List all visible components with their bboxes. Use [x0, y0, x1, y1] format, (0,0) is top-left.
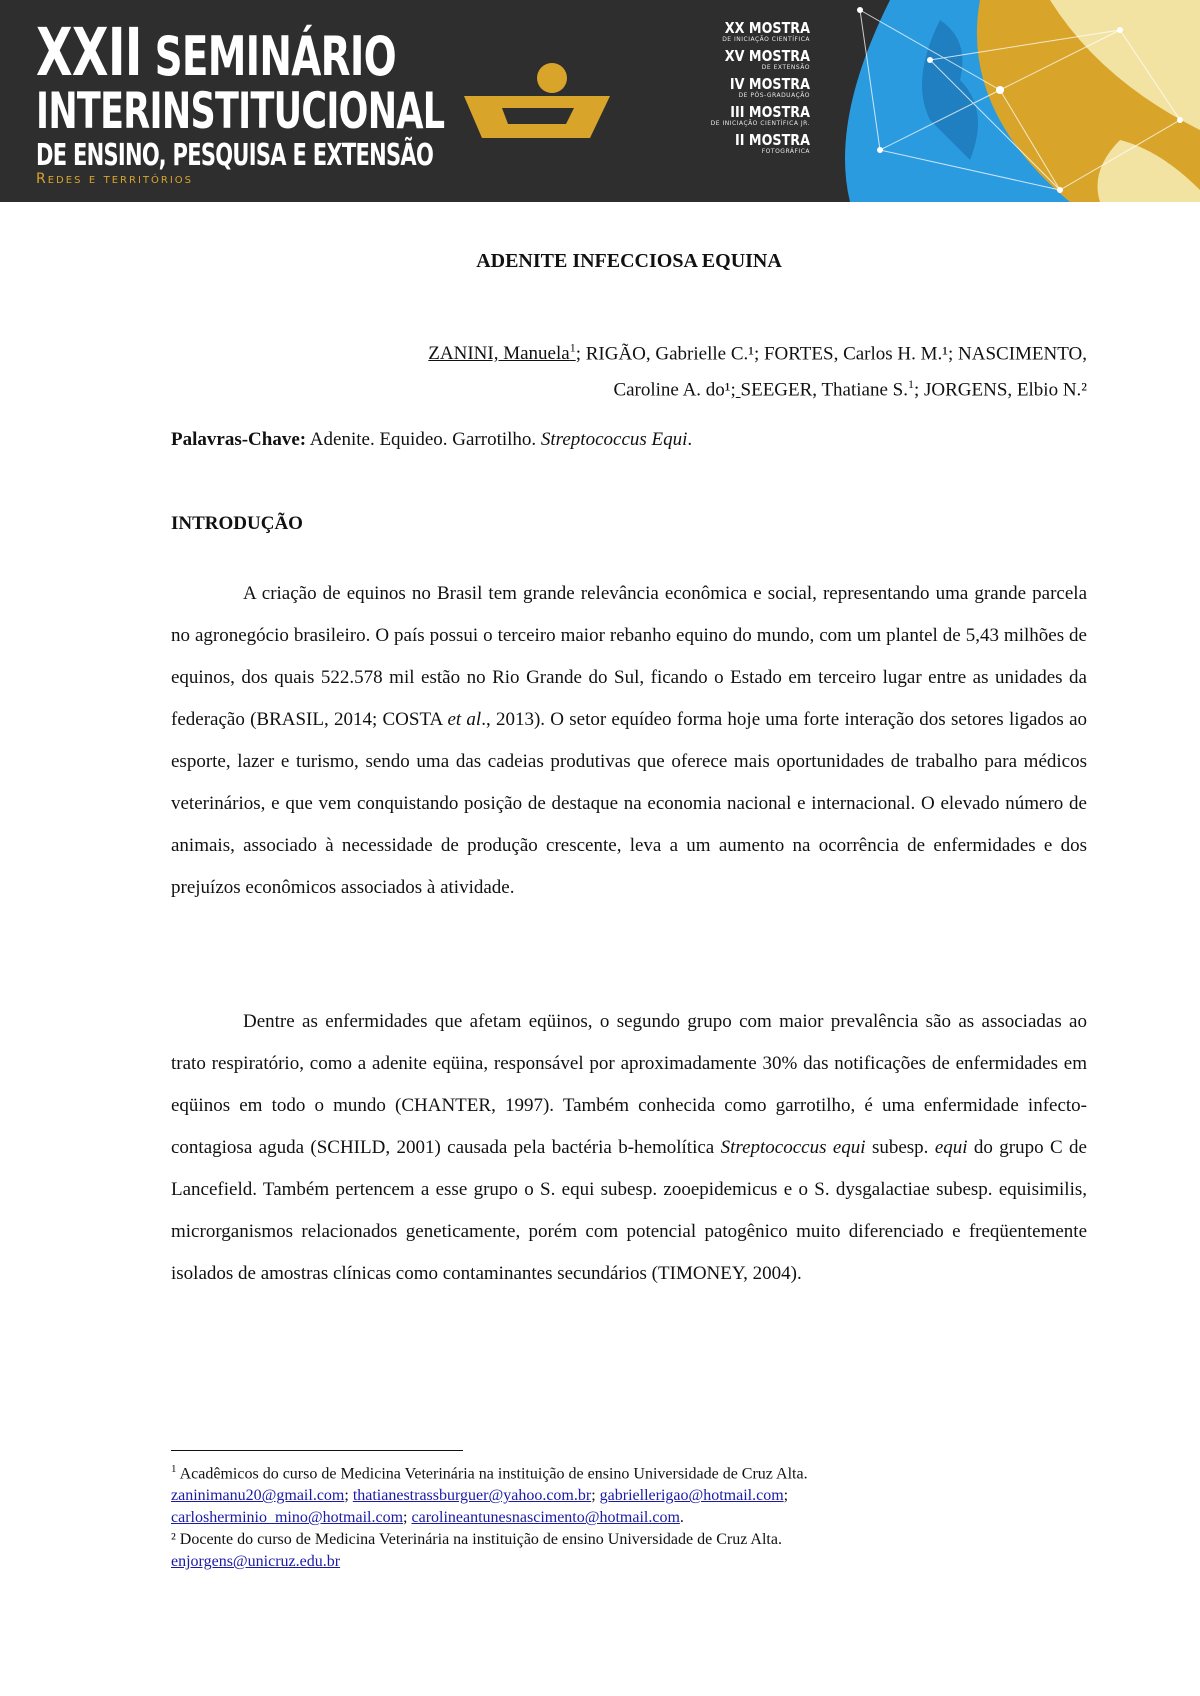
- banner-title-line2: INTERINSTITUCIONAL: [36, 82, 445, 140]
- footnote-separator: [171, 1450, 463, 1451]
- email-link[interactable]: zaninimanu20@gmail.com: [171, 1487, 345, 1505]
- footnotes: $^1$ Acadêmicos do curso de Medicina Veterinária na instituição de ensino Universidade de Cruz Alta. zaninimanu20@gmail.com; thatianestrassburguer@yahoo.com.br; gabriellerigao@hotmail.com; carlosherminio_mino@hotmail.com; carolineantunesnascimento@hotmail.com. ² Docente do curso de Medicina Veterinária na instituição de ensino Universidade de Cruz Alta. enjorgens@unicruz.edu.br: [171, 1463, 808, 1571]
- paragraph: A criação de equinos no Brasil tem grande relevância econômica e social, representando uma grande parcela no agronegócio brasileiro. O país possui o terceiro maior rebanho equino do mundo, com um plantel de 5,43 milhões de equinos, dos quais 522.578 mil estão no Rio Grande do Sul, ficando o Estado em terceiro lugar entre as unidades da federação (BRASIL, 2014; COSTA et al., 2013). O setor equídeo forma hoje uma forte interação dos setores ligados ao esporte, lazer e turismo, sendo uma das cadeias produtivas que oferece mais oportunidades de trabalho para médicos veterinários, e que vem conquistando posição de destaque na economia nacional e internacional. O elevado número de animais, associado à necessidade de produção crescente, leva a um aumento na ocorrência de enfermidades e dos prejuízos econômicos associados à atividade.: [171, 583, 1088, 898]
- mostra-label: XV MOSTRA: [724, 47, 810, 65]
- mostra-sub: DE PÓS-GRADUAÇÃO: [738, 92, 810, 99]
- banner-subtitle: Redes e territórios: [36, 171, 193, 187]
- keywords: Palavras-Chave: Adenite. Equideo. Garrotilho. Streptococcus Equi.: [171, 429, 693, 450]
- mostra-label: XX MOSTRA: [724, 19, 810, 37]
- mostra-sub: FOTOGRÁFICA: [761, 148, 810, 155]
- author-first: ZANINI, Manuela$^1$: [428, 341, 576, 365]
- section-heading-introduction: INTRODUÇÃO: [171, 513, 303, 534]
- author-line2-end: ; JORGENS, Elbio N.²: [913, 379, 1087, 401]
- email-link[interactable]: carlosherminio_mino@hotmail.com: [171, 1509, 404, 1527]
- keywords-label: Palavras-Chave:: [171, 429, 307, 450]
- author-rest-line1: ; RIGÃO, Gabrielle C.¹; FORTES, Carlos H. M.¹; NASCIMENTO,: [575, 343, 1087, 365]
- paper-title: ADENITE INFECCIOSA EQUINA: [476, 250, 782, 272]
- email-link[interactable]: enjorgens@unicruz.edu.br: [171, 1553, 341, 1571]
- mostra-label: III MOSTRA: [730, 103, 810, 121]
- author-list: ZANINI, Manuela$^1$; RIGÃO, Gabrielle C.¹; FORTES, Carlos H. M.¹; NASCIMENTO, Caroline A. do¹; SEEGER, Thatiane S.$^1$; JORGENS, Elbio N.²: [428, 341, 1087, 401]
- banner-title-line3: DE ENSINO, PESQUISA E EXTENSÃO: [36, 138, 434, 173]
- mostra-sub: DE INICIAÇÃO CIENTÍFICA: [722, 36, 810, 43]
- footnote-2-text: ² Docente do curso de Medicina Veterinária na instituição de ensino Universidade de Cruz Alta.: [171, 1531, 782, 1549]
- globe-network-art: [820, 0, 1200, 202]
- author-seeger: SEEGER, Thatiane S.: [740, 379, 908, 401]
- mostra-sub: DE EXTENSÃO: [761, 64, 810, 71]
- mostra-label: IV MOSTRA: [729, 75, 810, 93]
- unicruz-logo-icon: [462, 62, 612, 142]
- mostra-sub: DE INICIAÇÃO CIENTÍFICA JR.: [710, 120, 810, 127]
- email-link[interactable]: gabriellerigao@hotmail.com: [599, 1487, 784, 1505]
- email-link[interactable]: carolineantunesnascimento@hotmail.com: [411, 1509, 680, 1527]
- header-banner: [0, 0, 1200, 202]
- email-link[interactable]: thatianestrassburguer@yahoo.com.br: [352, 1487, 592, 1505]
- mostra-label: II MOSTRA: [734, 131, 810, 149]
- author-line2-start: Caroline A. do¹;: [613, 379, 736, 401]
- paragraph: Dentre as enfermidades que afetam eqüinos, o segundo grupo com maior prevalência são as associadas ao trato respiratório, como a adenite eqüina, responsável por aproximadamente 30% das notificações de enfermidades em eqüinos em todo o mundo (CHANTER, 1997). Também conhecida como garrotilho, é uma enfermidade infecto-contagiosa aguda (SCHILD, 2001) causada pela bactéria b-hemolítica Streptococcus equi subesp. equi do grupo C de Lancefield. Também pertencem a esse grupo o S. equi subesp. zooepidemicus e o S. dysgalactiae subesp. equisimilis, microrganismos relacionados geneticamente, porém com potencial patogênico muito diferenciado e freqüentemente isolados de amostras clínicas como contaminantes secundários (TIMONEY, 2004).: [171, 1011, 1087, 1284]
- mostras-list: [690, 20, 810, 160]
- footnote-1-text: Acadêmicos do curso de Medicina Veterinária na instituição de ensino Universidade de Cruz Alta.: [176, 1465, 808, 1483]
- banner-title-line1: XXII SEMINÁRIO: [36, 14, 396, 91]
